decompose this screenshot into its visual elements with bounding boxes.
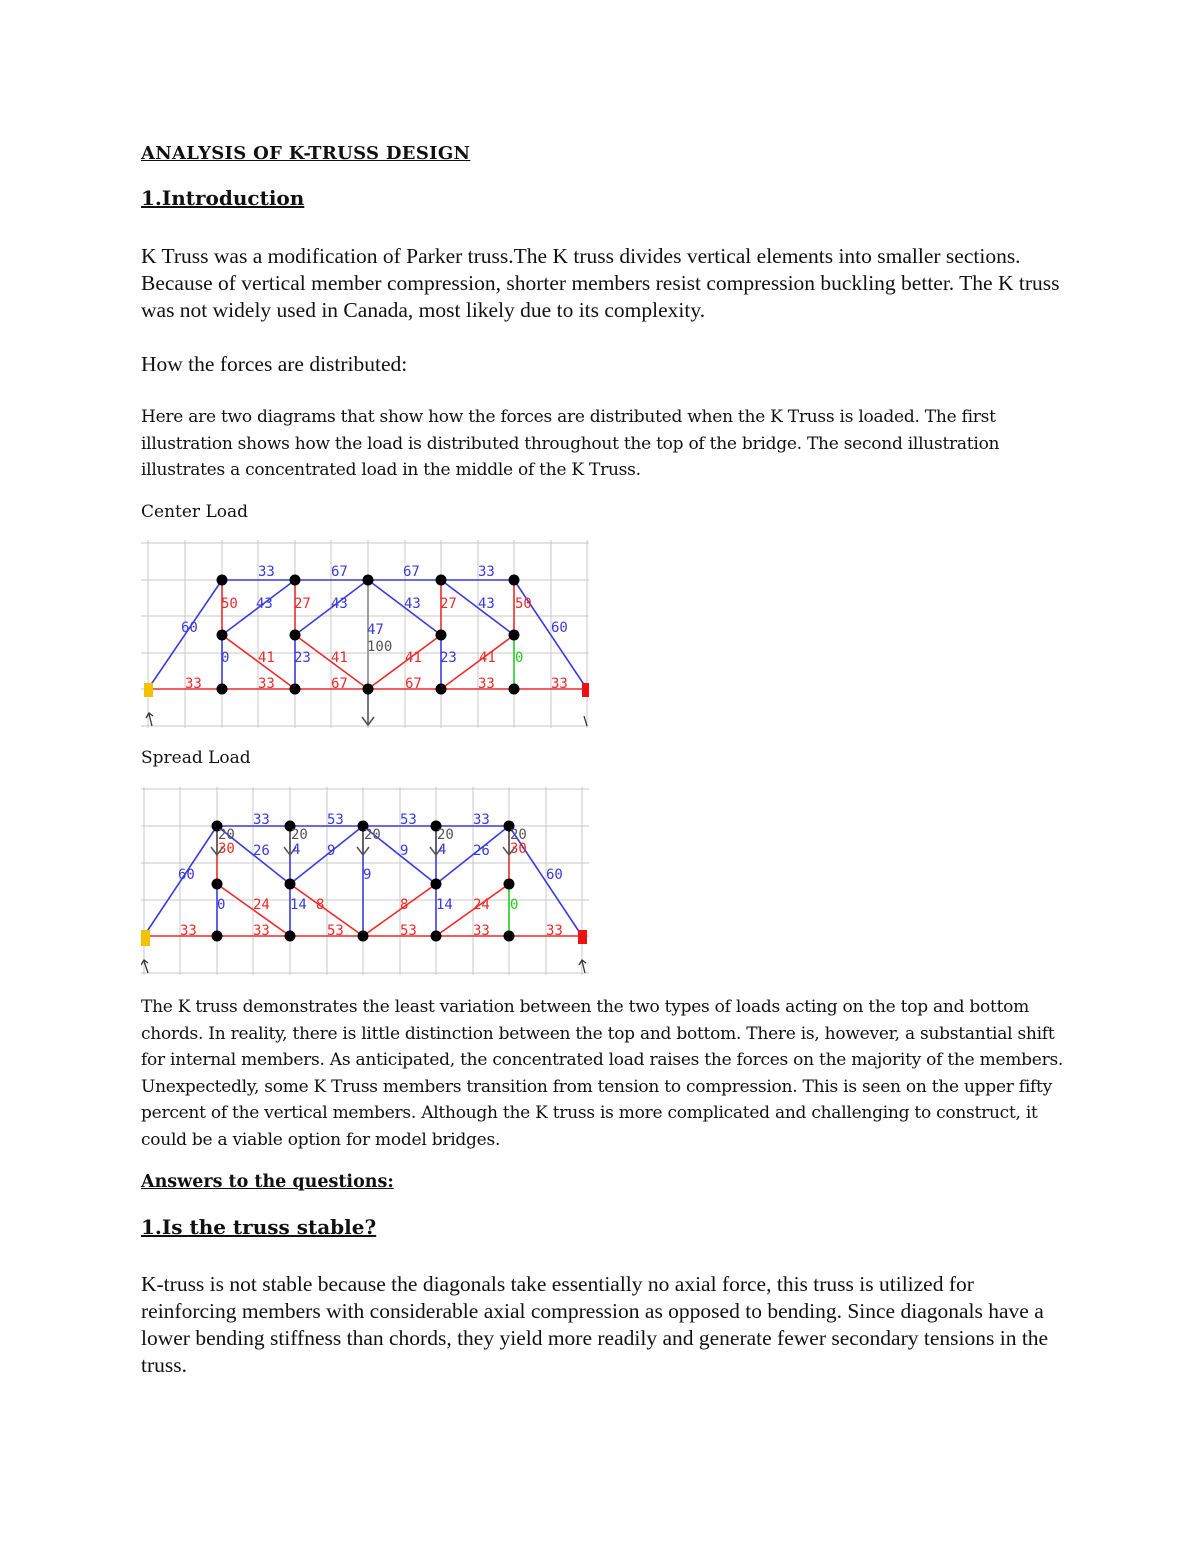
left-support [144,683,153,697]
force-label-bottom-6: 33 [551,676,568,692]
force-label-vu1: 50 [221,596,238,612]
force-label-top-1: 33 [258,564,275,580]
spread-load-diagram [141,787,589,975]
force-label-vl1: 0 [221,650,230,666]
load-label-4: 20 [437,827,454,843]
force-label-vu4: 27 [440,596,457,612]
force-label-top-4: 33 [478,564,495,580]
force-label-vl2: 23 [294,650,311,666]
force-label-bottom-4: 53 [400,923,417,939]
force-label-top-3: 53 [400,812,417,828]
right-support [578,930,587,944]
force-label-du3: 43 [404,596,421,612]
force-label-bottom-5: 33 [478,676,495,692]
left-support [141,930,150,946]
center-load-label: Center Load [141,502,248,522]
force-label-dl2: 8 [316,897,325,913]
force-label-vl1: 0 [217,897,226,913]
force-label-du2: 9 [327,843,336,859]
force-label-du2: 43 [331,596,348,612]
load-label-5: 20 [510,827,527,843]
intro-paragraph: K Truss was a modification of Parker truss.The K truss divides vertical elements into smaller sections. Because of vertical member compression, shorter members resist compression buckling better. The K truss was not widely used in Canada, most likely due to its complexity. [141,244,1060,322]
force-label-dl1: 24 [253,897,270,913]
force-label-bottom-4: 67 [405,676,422,692]
force-label-end-right: 60 [551,620,568,636]
force-label-du1: 43 [256,596,273,612]
forces-heading: How the forces are distributed: [141,352,408,376]
force-label-center-vertical: 9 [363,867,372,883]
force-label-bottom-6: 33 [546,923,563,939]
force-label-bottom-5: 33 [473,923,490,939]
force-label-vu4: 4 [438,842,447,858]
force-label-vu2: 27 [294,596,311,612]
question1-heading: 1.Is the truss stable? [141,1215,377,1239]
force-label-end-left: 60 [178,867,195,883]
force-label-dl2: 41 [331,650,348,666]
load-label-center: 100 [367,639,393,655]
force-label-center-vertical: 47 [367,622,384,638]
document-title: ANALYSIS OF K-TRUSS DESIGN [141,143,471,164]
force-label-top-1: 33 [253,812,270,828]
force-label-dl3: 41 [405,650,422,666]
force-label-dl1: 41 [258,650,275,666]
load-label-3: 20 [364,827,381,843]
force-label-top-2: 53 [327,812,344,828]
force-label-top-2: 67 [331,564,348,580]
center-load-diagram [141,540,589,728]
force-label-du1: 26 [253,843,270,859]
force-label-dl3: 8 [400,897,409,913]
answers-heading: Answers to the questions: [141,1172,394,1192]
force-label-du3: 9 [400,843,409,859]
comparison-paragraph: The K truss demonstrates the least variation between the two types of loads acting on the top and bottom chords. In reality, there is little distinction between the top and bottom. There is, however, a substantial shift for internal members. As anticipated, the concentrated load raises the forces on the majority of the members. Unexpectedly, some K Truss members transition from tension to compression. This is seen on the upper fifty percent of the vertical members. Although the K truss is more complicated and challenging to construct, it could be a viable option for model bridges. [141,997,1064,1150]
question1-answer: K-truss is not stable because the diagonals take essentially no axial force, this truss is utilized for reinforcing members with considerable axial compression as opposed to bending. Since diagonals have a lower bending stiffness than chords, they yield more readily and generate fewer secondary tensions in the truss. [141,1272,1049,1377]
force-label-bottom-2: 33 [253,923,270,939]
force-label-vl4: 14 [436,897,453,913]
force-label-vl5: 0 [510,897,519,913]
diagram-background [141,540,589,728]
force-label-bottom-1: 33 [185,676,202,692]
force-label-bottom-3: 53 [327,923,344,939]
force-label-bottom-2: 33 [258,676,275,692]
force-label-vl5: 0 [515,650,524,666]
force-label-bottom-1: 33 [180,923,197,939]
force-label-vu1: 30 [218,841,235,857]
force-label-du4: 43 [478,596,495,612]
load-label-1: 20 [218,827,235,843]
load-label-2: 20 [291,827,308,843]
intro-heading: 1.Introduction [141,186,305,210]
diagrams-paragraph: Here are two diagrams that show how the forces are distributed when the K Truss is loaded. The first illustration shows how the load is distributed throughout the top of the bridge. The second illustration illustrates a concentrated load in the middle of the K Truss. [141,407,1000,480]
force-label-vu5: 50 [515,596,532,612]
force-label-end-right: 60 [546,867,563,883]
force-label-top-3: 67 [403,564,420,580]
force-label-vl4: 23 [440,650,457,666]
force-label-bottom-3: 67 [331,676,348,692]
force-label-top-4: 33 [473,812,490,828]
right-support [582,683,589,697]
spread-load-label: Spread Load [141,748,251,768]
force-label-du4: 26 [473,843,490,859]
force-label-dl4: 41 [479,650,496,666]
force-label-end-left: 60 [181,620,198,636]
force-label-dl4: 24 [473,897,490,913]
force-label-vu5: 30 [510,841,527,857]
force-label-vu2: 4 [292,842,301,858]
force-label-vl2: 14 [290,897,307,913]
